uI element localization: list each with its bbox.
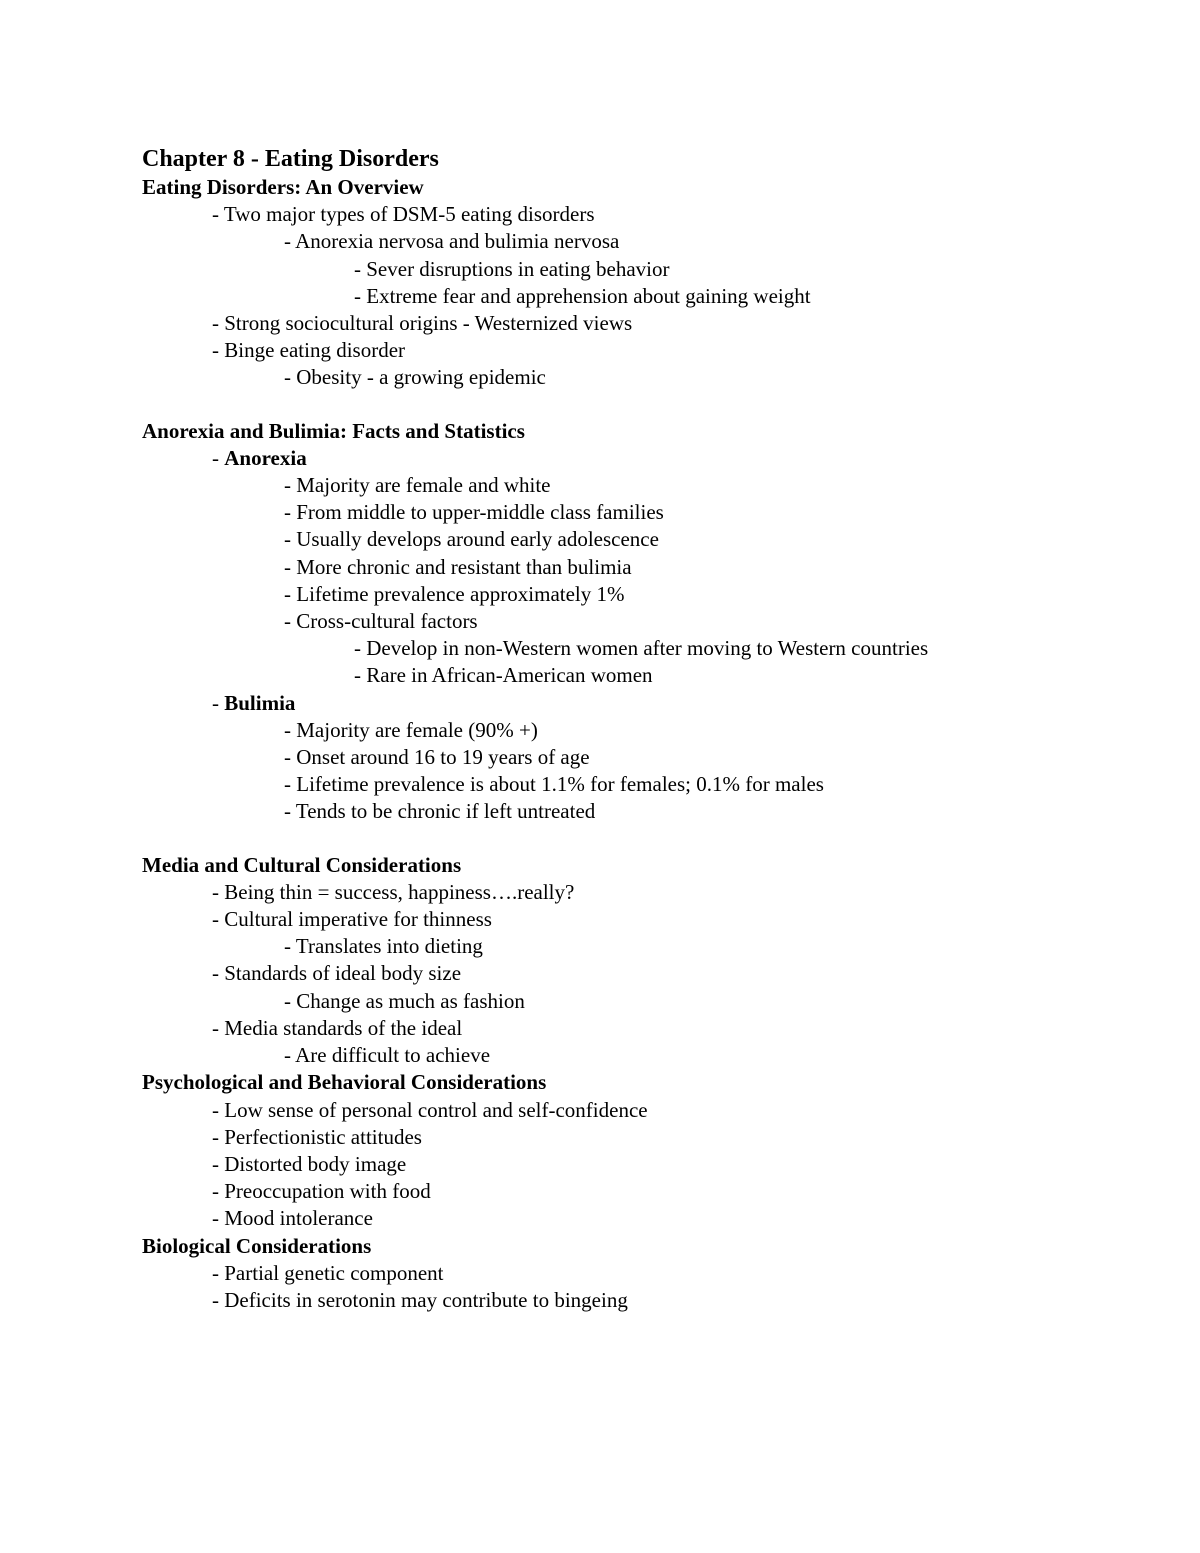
list-item: - Mood intolerance [212,1206,373,1231]
list-item: - Lifetime prevalence is about 1.1% for females; 0.1% for males [284,772,824,797]
list-item: - Develop in non-Western women after moving to Western countries [354,636,929,661]
section-heading-overview: Eating Disorders: An Overview [142,175,424,199]
list-item: - Majority are female (90% +) [284,717,538,742]
list-item: - Onset around 16 to 19 years of age [284,745,590,770]
section-spacer [142,392,1142,418]
list-item: - Cultural imperative for thinness [212,907,492,932]
list-item: - Lifetime prevalence approximately 1% [284,581,625,606]
subheading-anorexia: - Anorexia [212,445,307,470]
list-item: - Strong sociocultural origins - Westernized views [212,311,633,336]
list-item: - From middle to upper-middle class families [284,500,664,525]
list-item: - Rare in African-American women [354,663,653,688]
list-item: - Majority are female and white [284,473,551,498]
list-item: - Binge eating disorder [212,338,406,363]
list-item: - Translates into dieting [284,934,483,959]
document-content [142,144,1142,1314]
list-item: - Are difficult to achieve [284,1043,491,1068]
list-item: - Usually develops around early adolescence [284,527,659,552]
list-item: - Standards of ideal body size [212,961,462,986]
bulimia-label: Bulimia [224,690,296,715]
list-item: - Media standards of the ideal [212,1015,463,1040]
section-spacer [142,826,1142,852]
list-item: - More chronic and resistant than bulimia [284,554,632,579]
subheading-bulimia: - Bulimia [212,690,296,715]
list-item: - Cross-cultural factors [284,609,478,634]
section-heading-facts: Anorexia and Bulimia: Facts and Statistics [142,418,525,443]
section-heading-biological: Biological Considerations [142,1233,372,1258]
list-item: - Sever disruptions in eating behavior [354,256,670,281]
list-item: - Perfectionistic attitudes [212,1124,422,1149]
list-item: - Anorexia nervosa and bulimia nervosa [284,229,620,254]
list-item: - Obesity - a growing epidemic [284,365,546,390]
list-item: - Distorted body image [212,1151,407,1176]
section-heading-psychological: Psychological and Behavioral Considerations [142,1070,547,1095]
list-item: - Deficits in serotonin may contribute to bingeing [212,1287,628,1312]
section-heading-media: Media and Cultural Considerations [142,852,462,877]
list-item: - Partial genetic component [212,1260,444,1285]
list-item: - Two major types of DSM-5 eating disorders [212,202,595,227]
chapter-title: Chapter 8 - Eating Disorders [142,146,439,172]
list-item: - Being thin = success, happiness….really? [212,879,575,904]
list-item: - Change as much as fashion [284,988,525,1013]
anorexia-label: Anorexia [224,445,307,470]
list-item: - Tends to be chronic if left untreated [284,799,596,824]
list-item: - Low sense of personal control and self-confidence [212,1097,648,1122]
list-item: - Preoccupation with food [212,1179,431,1204]
list-item: - Extreme fear and apprehension about gaining weight [354,283,811,308]
